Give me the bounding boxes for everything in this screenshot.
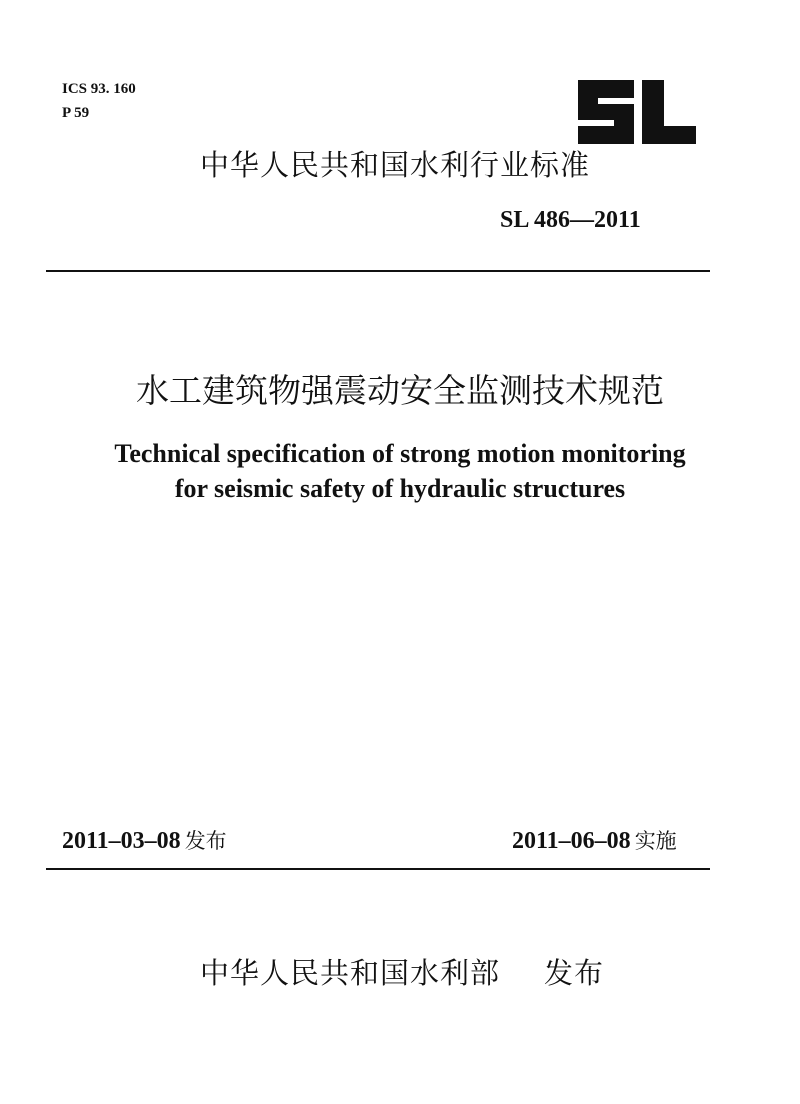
title-english-line-2: for seismic safety of hydraulic structures [174, 474, 626, 503]
publisher-action: 发布 [544, 956, 605, 990]
issue-date: 2011–03–08 [62, 828, 181, 854]
top-rule [46, 270, 710, 272]
publisher-line [200, 956, 604, 990]
issue-date-block [62, 826, 227, 857]
standard-category: 中华人民共和国水利行业标准 [200, 148, 591, 182]
ics-code: ICS 93. 160 [62, 81, 136, 97]
title-english-line-1: Technical specification of strong motion monitoring [114, 439, 686, 468]
title-chinese: 水工建筑物强震动安全监测技术规范 [136, 371, 664, 410]
issue-label: 发布 [184, 829, 227, 853]
sl-logo-l [642, 80, 696, 144]
standard-number: SL 486—2011 [500, 207, 641, 233]
implement-date-block [512, 826, 677, 857]
bottom-rule [46, 868, 710, 870]
sl-logo-s [578, 80, 634, 144]
ccs-code: P 59 [62, 105, 90, 121]
implement-label: 实施 [634, 829, 677, 853]
sl-logo [574, 78, 698, 146]
implement-date: 2011–06–08 [512, 828, 631, 854]
publisher-name: 中华人民共和国水利部 [200, 956, 501, 990]
